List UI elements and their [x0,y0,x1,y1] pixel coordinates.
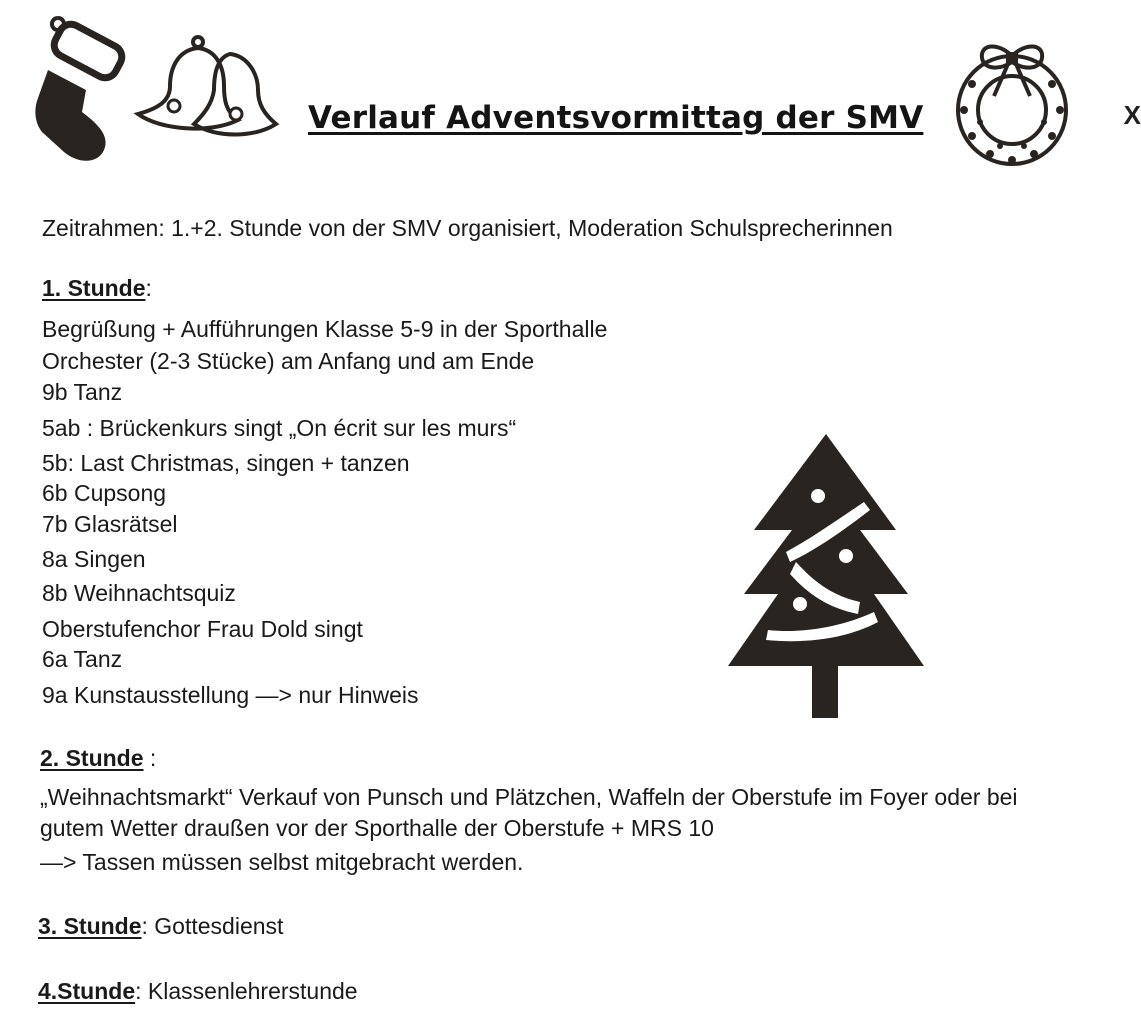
wreath-icon [950,36,1074,168]
hour1-heading: 1. Stunde [42,275,146,301]
list-item: 7b Glasrätsel [42,511,178,537]
list-item: 8b Weihnachtsquiz [42,580,236,606]
list-item: 5ab : Brückenkurs singt „On écrit sur les murs“ [42,415,517,441]
hour2-colon: : [143,745,157,771]
hour1-heading-line [42,274,152,302]
list-item: 8a Singen [42,546,146,572]
list-item: 5b: Last Christmas, singen + tanzen [42,450,410,476]
list-item: Oberstufenchor Frau Dold singt [42,616,363,642]
page-title: Verlauf Adventsvormittag der SMV [308,100,924,136]
list-item: 9b Tanz [42,379,123,405]
list-item: 6a Tanz [42,646,123,672]
hour2-line: gutem Wetter draußen vor der Sporthalle der Oberstufe + MRS 10 [40,815,714,841]
christmas-tree-icon [724,434,928,720]
hour4-heading: 4.Stunde [38,978,136,1004]
timeframe-line: Zeitrahmen: 1.+2. Stunde von der SMV organisiert, Moderation Schulsprecherinnen [42,215,893,241]
edge-fragment: X [1123,100,1141,130]
hour3-line [38,912,283,940]
hour3-text: : Gottesdienst [141,913,284,939]
hour1-colon: : [145,275,152,301]
hour3-heading: 3. Stunde [38,913,142,939]
stocking-icon [28,12,128,167]
hour2-heading: 2. Stunde [40,745,144,771]
hour2-heading-line [40,744,156,772]
hour2-line: „Weihnachtsmarkt“ Verkauf von Punsch und Plätzchen, Waffeln der Oberstufe im Foyer oder bei [40,784,1018,810]
hour4-line [38,977,358,1005]
list-item: Begrüßung + Aufführungen Klasse 5-9 in der Sporthalle [42,316,608,342]
hour2-line: —> Tassen müssen selbst mitgebracht werden. [40,849,524,875]
list-item: 9a Kunstausstellung —> nur Hinweis [42,682,419,708]
hour4-text: : Klassenlehrerstunde [135,978,358,1004]
list-item: 6b Cupsong [42,480,167,506]
bells-icon [130,34,280,144]
list-item: Orchester (2-3 Stücke) am Anfang und am Ende [42,348,535,374]
